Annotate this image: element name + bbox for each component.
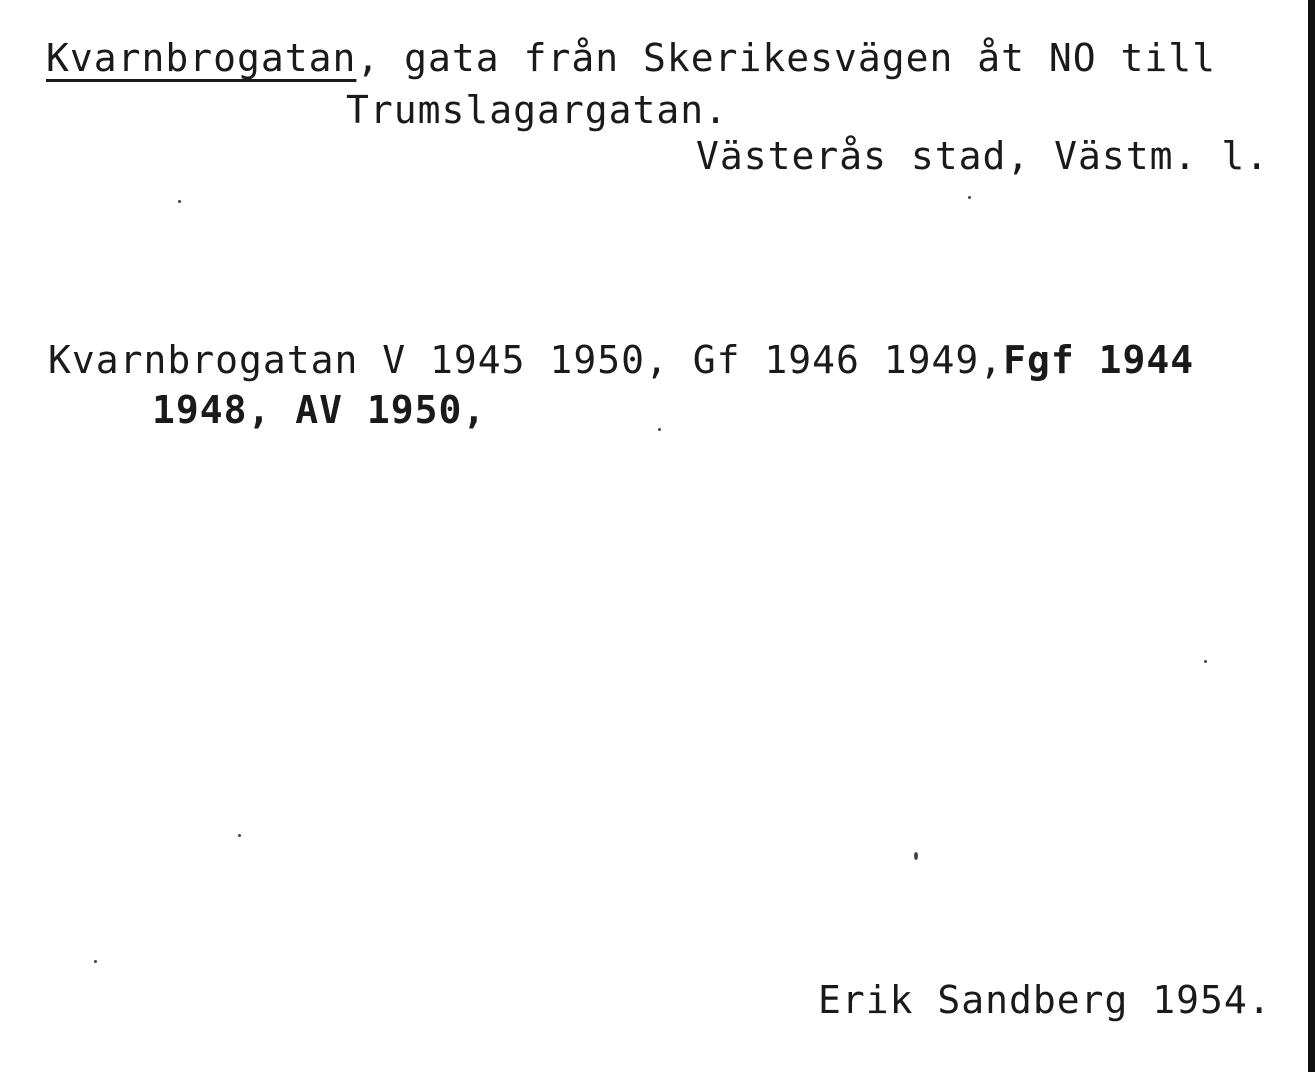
signature: Erik Sandberg 1954. bbox=[818, 978, 1272, 1022]
entries-regular: Kvarnbrogatan V 1945 1950, Gf 1946 1949, bbox=[48, 338, 1004, 382]
entries-line-1 bbox=[48, 338, 1194, 382]
speck bbox=[914, 852, 918, 860]
entries-bold: Fgf 1944 bbox=[1003, 338, 1195, 382]
speck bbox=[968, 196, 971, 199]
entries-line-2: 1948, AV 1950, bbox=[152, 388, 487, 432]
street-name: Kvarnbrogatan bbox=[46, 36, 357, 80]
speck bbox=[178, 200, 181, 203]
street-description: , gata från Skerikesvägen åt NO till bbox=[356, 36, 1217, 80]
header-line-1 bbox=[46, 36, 1216, 80]
scan-edge bbox=[1308, 0, 1315, 1072]
location: Västerås stad, Västm. l. bbox=[696, 134, 1270, 178]
header-line-2: Trumslagargatan. bbox=[346, 88, 729, 132]
speck bbox=[658, 428, 661, 431]
speck bbox=[238, 834, 241, 837]
speck bbox=[94, 960, 97, 963]
speck bbox=[1204, 660, 1207, 663]
